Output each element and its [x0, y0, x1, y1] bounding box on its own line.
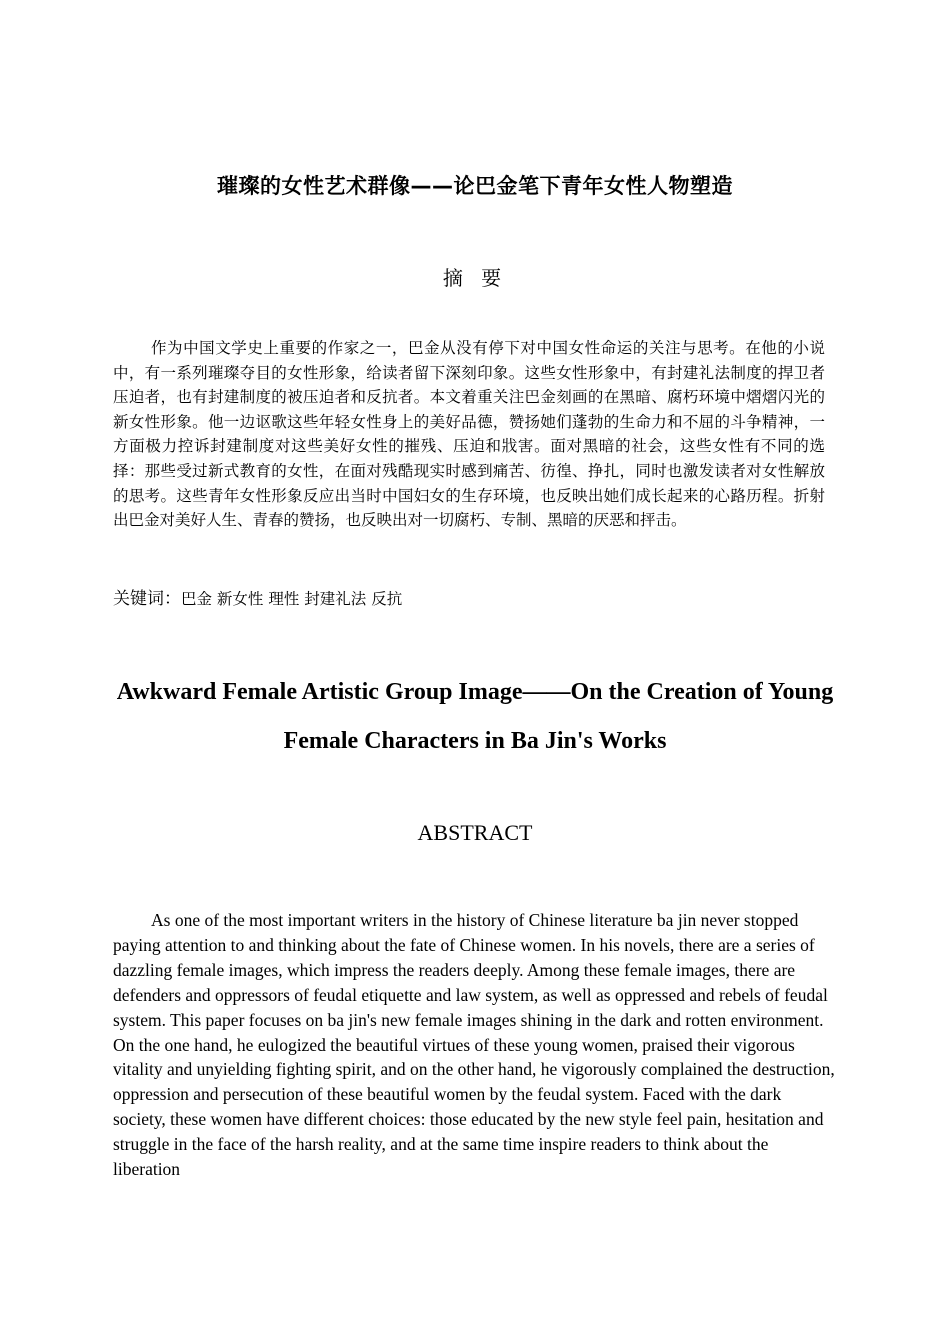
- chinese-abstract-body: 作为中国文学史上重要的作家之一，巴金从没有停下对中国女性命运的关注与思考。在他的小说中，有一系列璀璨夺目的女性形象，给读者留下深刻印象。这些女性形象中，有封建礼法制度的捍卫者压迫者，也有封建制度的被压迫者和反抗者。本文着重关注巴金刻画的在黑暗、腐朽环境中熠熠闪光的新女性形象。他一边讴歌这些年轻女性身上的美好品德，赞扬她们蓬勃的生命力和不屈的斗争精神，一方面极力控诉封建制度对这些美好女性的摧残、压迫和戕害。面对黑暗的社会，这些女性有不同的选择：那些受过新式教育的女性，在面对残酷现实时感到痛苦、彷徨、挣扎，同时也激发读者对女性解放的思考。这些青年女性形象反应出当时中国妇女的生存环境，也反映出她们成长起来的心路历程。折射出巴金对美好人生、青春的赞扬，也反映出对一切腐朽、专制、黑暗的厌恶和抨击。: [113, 339, 825, 530]
- chinese-abstract-heading: 摘 要: [442, 266, 508, 290]
- english-abstract-body: As one of the most important writers in the history of Chinese literature ba jin never stopped paying attention to and thinking about the fate of Chinese women. In his novels, there are a series of dazzling female images, which impress the readers deeply. Among these female images, there are defenders and oppressors of feudal etiquette and law system, as well as oppressed and rebels of feudal system. This paper focuses on ba jin's new female images shining in the dark and rotten environment. On the one hand, he eulogized the beautiful virtues of these young women, praised their vigorous vitality and unyielding fighting spirit, and on the other hand, he vigorously complained the destruction, oppression and persecution of these beautiful women by the feudal system. Faced with the dark society, these women have different choices: those educated by the new style feel pain, hesitation and struggle in the face of the harsh reality, and at the same time inspire readers to think about the liberation: [113, 910, 835, 1180]
- english-title: Awkward Female Artistic Group Image——On the Creation of Young Female Characters in Ba Jin's Works: [116, 679, 834, 754]
- chinese-keywords-list: 巴金 新女性 理性 封建礼法 反抗: [181, 590, 403, 608]
- chinese-keywords-label: 关键词：: [113, 589, 181, 609]
- english-abstract-heading: ABSTRACT: [417, 820, 533, 845]
- chinese-keywords: [113, 587, 825, 611]
- chinese-title: 璀璨的女性艺术群像——论巴金笔下青年女性人物塑造: [217, 174, 733, 198]
